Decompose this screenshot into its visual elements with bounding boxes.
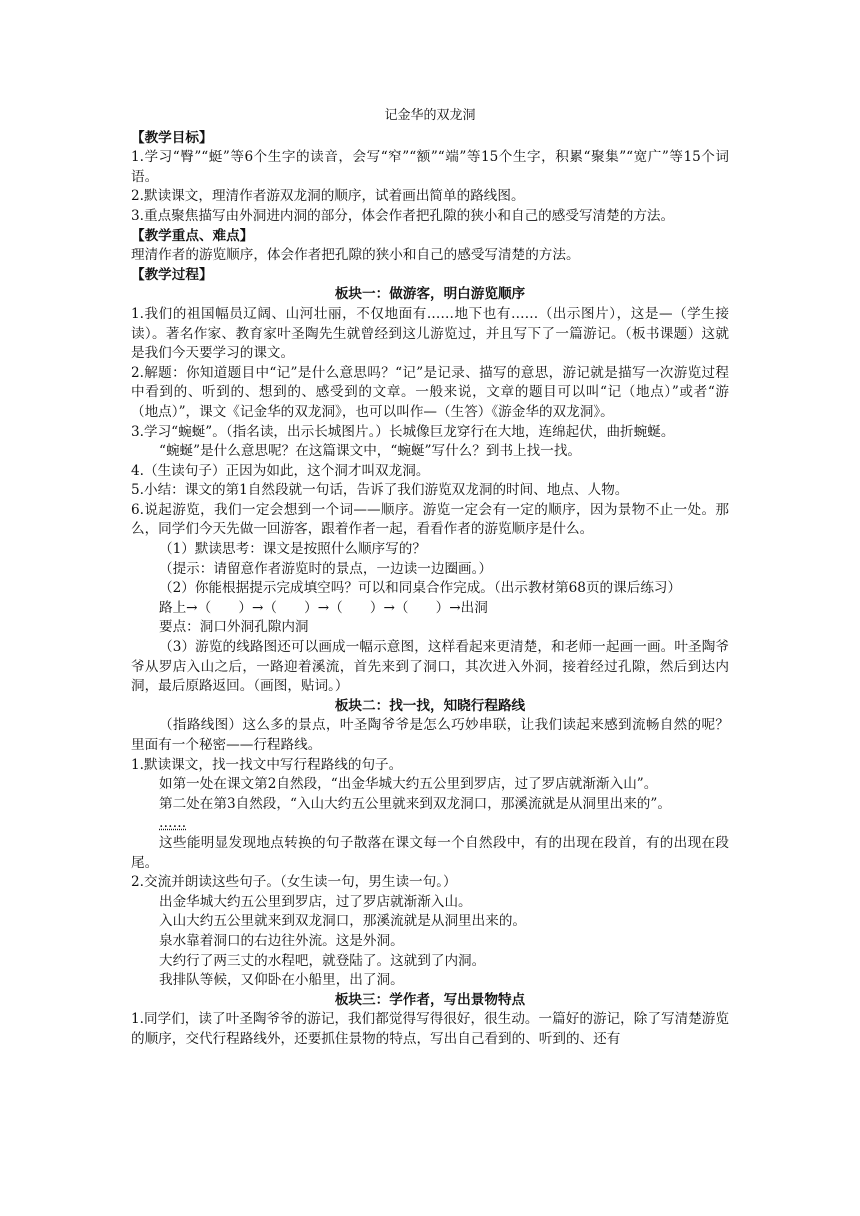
objective-2: 2.默读课文，理清作者游双龙洞的顺序，试着画出简单的路线图。 bbox=[131, 188, 525, 205]
reading-sentence-3: 泉水靠着洞口的右边往外流。这是外洞。 bbox=[159, 932, 404, 949]
block-2-intro: （指路线图）这么多的景点，叶圣陶爷爷是怎么巧妙串联，让我们读起来感到流畅自然的呢？里面有一个秘密——行程路线。 bbox=[131, 717, 729, 753]
block-1-question-1-hint: （提示：请留意作者游览时的景点，一边读一边圈画。） bbox=[159, 560, 493, 577]
block-1-paragraph-4: 4.（生读句子）正因为如此，这个洞才叫双龙洞。 bbox=[131, 462, 430, 479]
block-1-paragraph-5: 5.小结：课文的第1自然段就一句话，告诉了我们游览双龙洞的时间、地点、人物。 bbox=[131, 482, 629, 499]
block-1-paragraph-3b: “蜿蜒”是什么意思呢？在这篇课文中，“蜿蜒”写什么？到书上找一找。 bbox=[159, 443, 582, 460]
block-1-paragraph-3: 3.学习“蜿蜒”。（指名读，出示长城图片。）长城像巨龙穿行在大地，连绵起伏，曲折蜿蜒。 bbox=[131, 423, 675, 440]
block-3-paragraph-1: 1.同学们，读了叶圣陶爷爷的游记，我们都觉得写得很好，很生动。一篇好的游记，除了写清楚游览的顺序，交代行程路线外，还要抓住景物的特点，写出自己看到的、听到的、还有 bbox=[131, 1011, 729, 1047]
reading-sentence-2: 入山大约五公里就来到双龙洞口，那溪流就是从洞里出来的。 bbox=[159, 913, 527, 930]
route-sentence-2: 第二处在第3自然段，“入山大约五公里就来到双龙洞口，那溪流就是从洞里出来的”。 bbox=[159, 795, 671, 812]
document-title: 记金华的双龙洞 bbox=[384, 108, 476, 123]
block-3-title: 板块三：学作者，写出景物特点 bbox=[334, 991, 526, 1008]
reading-sentence-1: 出金华城大约五公里到罗店，过了罗店就渐渐入山。 bbox=[159, 893, 472, 910]
block-1-paragraph-1: 1.我们的祖国幅员辽阔、山河壮丽，不仅地面有……地下也有……（出示图片），这是—（学生接读）。著名作家、教育家叶圣陶先生就曾经到这儿游览过，并且写下了一篇游记。（板书课题）这就是我们今天要学习的课文。 bbox=[131, 305, 729, 362]
route-key-points: 要点：洞口外洞孔隙内洞 bbox=[159, 619, 309, 636]
key-points-heading: 【教学重点、难点】 bbox=[131, 227, 254, 244]
document-body bbox=[131, 106, 729, 1050]
ellipsis: …… bbox=[159, 815, 187, 832]
objective-1: 1.学习“臀”“蜓”等6个生字的读音，会写“窄”“额”“端”等15个生字，积累“聚集”“宽广”等15个词语。 bbox=[131, 149, 729, 185]
reading-sentence-4: 大约行了两三丈的水程吧，就登陆了。这就到了内洞。 bbox=[159, 952, 486, 969]
objectives-heading: 【教学目标】 bbox=[131, 129, 213, 146]
block-2-paragraph-2: 2.交流并朗读这些句子。（女生读一句，男生读一句。） bbox=[131, 874, 457, 891]
key-points-text: 理清作者的游览顺序，体会作者把孔隙的狭小和自己的感受写清楚的方法。 bbox=[131, 247, 580, 264]
block-2-note: 这些能明显发现地点转换的句子散落在课文每一个自然段中，有的出现在段首，有的出现在段尾。 bbox=[131, 834, 729, 871]
block-1-question-1: （1）默读思考：课文是按照什么顺序写的？ bbox=[159, 541, 426, 558]
objective-3: 3.重点聚焦描写由外洞进内洞的部分，体会作者把孔隙的狭小和自己的感受写清楚的方法。 bbox=[131, 207, 675, 224]
block-1-question-2: （2）你能根据提示完成填空吗？可以和同桌合作完成。（出示教材第68页的课后练习） bbox=[159, 580, 682, 597]
block-2-title: 板块二：找一找，知晓行程路线 bbox=[334, 697, 526, 714]
block-1-paragraph-2: 2.解题：你知道题目中“记”是什么意思吗？“记”是记录、描写的意思，游记就是描写一次游览过程中看到的、听到的、想到的、感受到的文章。一般来说，文章的题目可以叫“记（地点）”或者“游（地点）”，课文《记金华的双龙洞》，也可以叫作—（生答）《游金华的双龙洞》。 bbox=[131, 364, 729, 420]
block-1-title: 板块一：做游客，明白游览顺序 bbox=[334, 286, 526, 303]
block-1-question-3: （3）游览的线路图还可以画成一幅示意图，这样看起来更清楚，和老师一起画一画。叶圣陶爷爷从罗店入山之后，一路迎着溪流，首先来到了洞口，其次进入外洞，接着经过孔隙，然后到达内洞，最后原路返回。（画图，贴词。） bbox=[131, 639, 729, 695]
block-1-paragraph-6: 6.说起游览，我们一定会想到一个词——顺序。游览一定会有一定的顺序，因为景物不止一处。那么，同学们今天先做一回游客，跟着作者一起，看看作者的游览顺序是什么。 bbox=[131, 501, 729, 538]
process-heading: 【教学过程】 bbox=[131, 266, 213, 283]
reading-sentence-5: 我排队等候，又仰卧在小船里，出了洞。 bbox=[159, 972, 404, 989]
route-fill-in-blank: 路上→（ ）→（ ）→（ ）→（ ）→出洞 bbox=[159, 599, 488, 616]
block-2-paragraph-1: 1.默读课文，找一找文中写行程路线的句子。 bbox=[131, 756, 403, 773]
route-sentence-1: 如第一处在课文第2自然段，“出金华城大约五公里到罗店，过了罗店就渐渐入山”。 bbox=[159, 776, 658, 793]
